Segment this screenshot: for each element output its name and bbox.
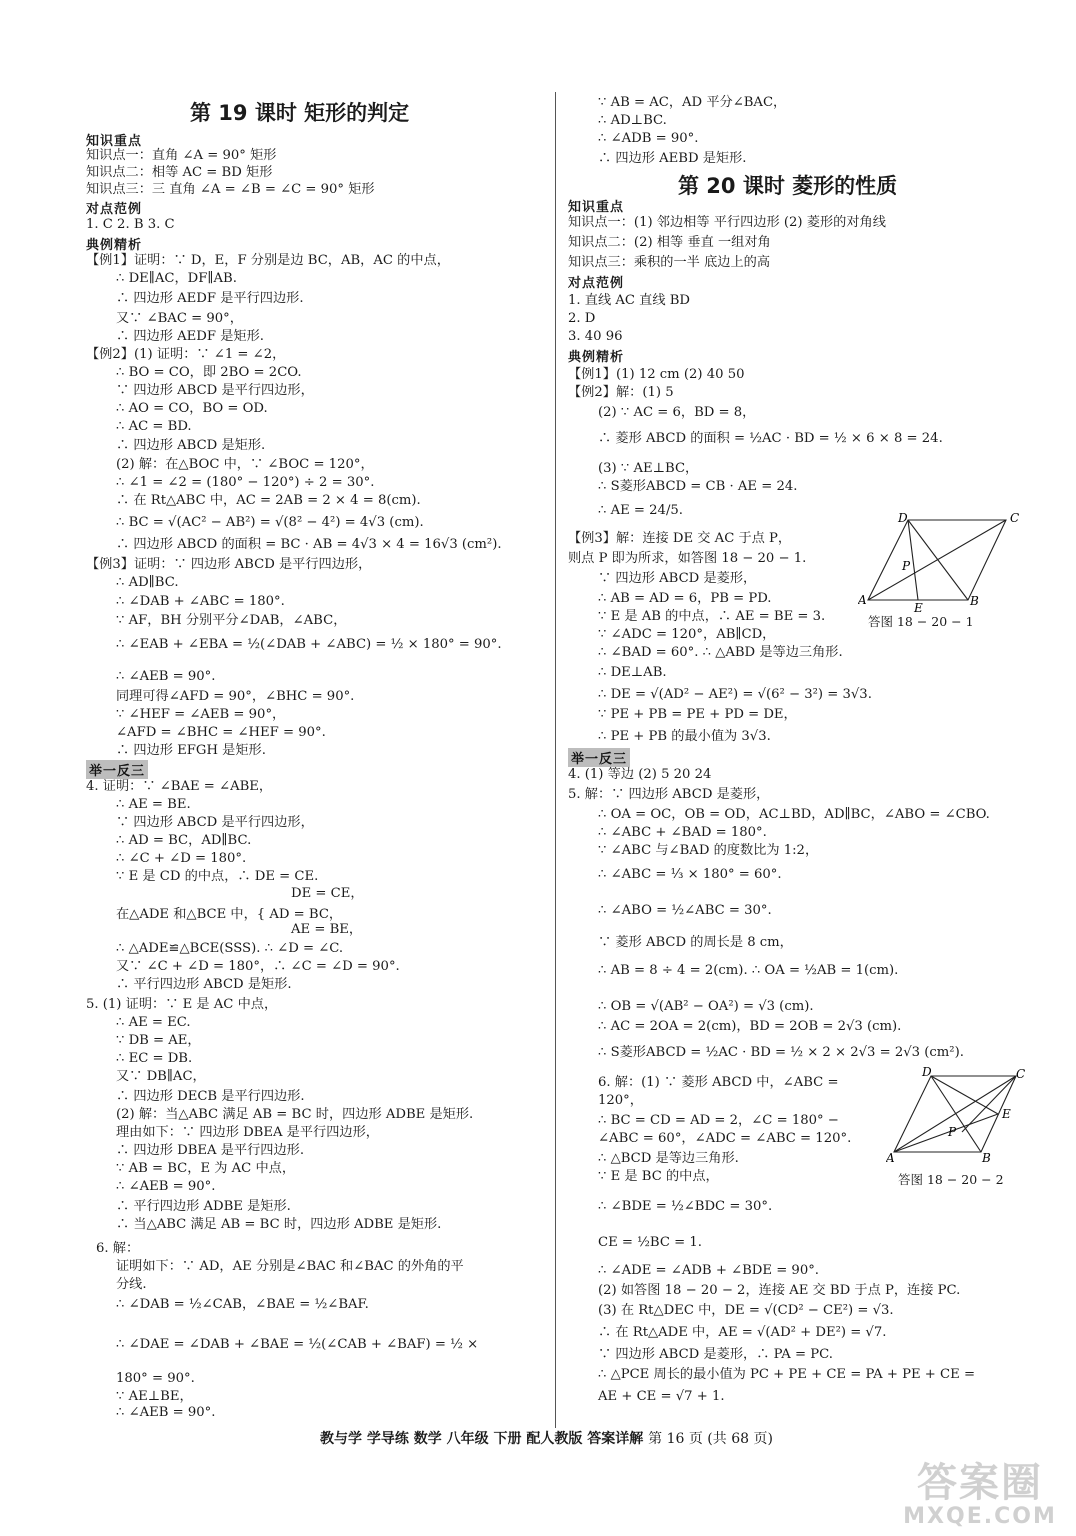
fig1-label-p: P bbox=[902, 559, 911, 573]
right-text-line: ∴ S菱形ABCD = CB · AE = 24. bbox=[598, 479, 798, 494]
lesson-title-19: 第 19 课时 矩形的判定 bbox=[190, 101, 410, 125]
fig1-label-e: E bbox=[914, 601, 923, 612]
right-text-line: ∴ △BCD 是等边三角形. bbox=[598, 1151, 739, 1166]
right-text-line: ∴ ∠ABC = ⅓ × 180° = 60°. bbox=[598, 867, 782, 882]
left-text-line: ∴ △ADE≌△BCE(SSS). ∴ ∠D = ∠C. bbox=[116, 941, 344, 956]
right-text-line: ∴ PE + PB 的最小值为 3√3. bbox=[598, 729, 771, 744]
right-text-line: 则点 P 即为所求，如答图 18 − 20 − 1. bbox=[568, 551, 807, 566]
left-text-line: 4. 证明：∵ ∠BAE = ∠ABE， bbox=[86, 779, 273, 794]
left-text-line: ∴ 四边形 ABCD 是矩形. bbox=[116, 438, 266, 453]
left-text-line: ∴ ∠AEB = 90°. bbox=[116, 1179, 216, 1194]
left-text-line: ∴ BC = √(AC² − AB²) = √(8² − 4²) = 4√3 (cm). bbox=[116, 515, 424, 530]
right-section-heading: 典例精析 bbox=[568, 350, 625, 365]
left-text-line: 又∵ DB∥AC， bbox=[116, 1069, 206, 1084]
right-text-line: ∵ E 是 AB 的中点，∴ AE = BE = 3. bbox=[598, 609, 826, 624]
footer-book-info: 教与学 学导练 数学 八年级 下册 配人教版 答案详解 bbox=[320, 1431, 644, 1447]
right-text-line: 1. 直线 AC 直线 BD bbox=[568, 293, 690, 308]
right-text-line: ∴ ∠ADB = 90°. bbox=[598, 131, 699, 146]
right-text-line: (3) 在 Rt△DEC 中，DE = √(CD² − CE²) = √3. bbox=[598, 1303, 894, 1318]
column-divider bbox=[555, 92, 556, 1428]
right-text-line: ∠ABC = 60°，∠ADC = ∠ABC = 120°. bbox=[598, 1131, 852, 1146]
left-text-line: ∵ AB = BC，E 为 AC 中点， bbox=[116, 1161, 296, 1176]
left-text-line: ∴ AC = BD. bbox=[116, 419, 192, 434]
left-text-line: ∴ 四边形 DBEA 是平行四边形. bbox=[116, 1143, 305, 1158]
left-text-line: ∴ 四边形 AEDF 是矩形. bbox=[116, 329, 264, 344]
left-text-line: ∴ 四边形 AEDF 是平行四边形. bbox=[116, 291, 304, 306]
watermark-logo bbox=[900, 1462, 1060, 1530]
left-text-line: ∴ DE∥AC，DF∥AB. bbox=[116, 271, 237, 286]
right-text-line: ∴ S菱形ABCD = ½AC · BD = ½ × 2 × 2√3 = 2√3 (cm²). bbox=[598, 1045, 964, 1060]
right-text-line: (3) ∵ AE⊥BC， bbox=[598, 461, 699, 476]
right-text-line: 【例1】(1) 12 cm (2) 40 50 bbox=[568, 367, 745, 382]
right-text-line: ∴ ∠ADE = ∠ADB + ∠BDE = 90°. bbox=[598, 1263, 820, 1278]
left-text-line: ∴ ∠1 = ∠2 = (180° − 120°) ÷ 2 = 30°. bbox=[116, 475, 375, 490]
fig1-caption: 答图 18 − 20 − 1 bbox=[868, 614, 974, 629]
fig1-label-b: B bbox=[970, 594, 979, 608]
right-text-line: ∴ AD⊥BC. bbox=[598, 113, 667, 128]
right-text-line: ∴ OA = OC，OB = OD，AC⊥BD，AD∥BC，∠ABO = ∠CBO. bbox=[598, 807, 990, 822]
right-text-line: CE = ½BC = 1. bbox=[598, 1235, 702, 1250]
right-text-line: ∴ BC = CD = AD = 2，∠C = 180° − bbox=[598, 1113, 839, 1128]
diagonal-ac bbox=[868, 520, 1006, 600]
left-text-line: 知识点一：直角 ∠A = 90° 矩形 bbox=[86, 148, 277, 163]
right-text-line: ∴ AE = 24/5. bbox=[598, 503, 683, 518]
left-section-heading: 知识重点 bbox=[86, 134, 143, 149]
left-text-line: 180° = 90°. bbox=[116, 1371, 195, 1386]
right-text-line: ∵ 菱形 ABCD 的周长是 8 cm， bbox=[598, 935, 793, 950]
right-text-line: 120°， bbox=[598, 1093, 643, 1108]
watermark-top: 答案圈 bbox=[917, 1460, 1043, 1506]
right-text-line: 4. (1) 等边 (2) 5 20 24 bbox=[568, 767, 712, 782]
right-text-line: ∴ AB = 8 ÷ 4 = 2(cm). ∴ OA = ½AB = 1(cm). bbox=[598, 963, 899, 978]
right-section-heading: 知识重点 bbox=[568, 200, 625, 215]
right-section-heading: 举一反三 bbox=[568, 748, 630, 767]
left-text-line: ∴ AD∥BC. bbox=[116, 575, 179, 590]
left-text-line: ∴ AE = EC. bbox=[116, 1015, 191, 1030]
right-text-line: 【例2】解：(1) 5 bbox=[568, 385, 674, 400]
right-text-line: ∵ 四边形 ABCD 是菱形， bbox=[598, 571, 757, 586]
right-text-line: 3. 40 96 bbox=[568, 329, 623, 344]
right-text-line: ∵ PE + PB = PE + PD = DE， bbox=[598, 707, 797, 722]
right-text-line: ∵ ∠ADC = 120°，AB∥CD， bbox=[598, 627, 776, 642]
fig2-label-a: A bbox=[886, 1151, 895, 1164]
left-text-line: ∴ ∠C + ∠D = 180°. bbox=[116, 851, 247, 866]
left-text-line: 又∵ ∠C + ∠D = 180°，∴ ∠C = ∠D = 90°. bbox=[116, 959, 400, 974]
left-text-line: ∴ BO = CO，即 2BO = 2CO. bbox=[116, 365, 302, 380]
left-text-line: ∴ ∠EAB + ∠EBA = ½(∠DAB + ∠ABC) = ½ × 180° = 90°. bbox=[116, 637, 502, 652]
right-text-line: ∴ AB = AD = 6，PB = PD. bbox=[598, 591, 772, 606]
right-text-line: 5. 解：∵ 四边形 ABCD 是菱形， bbox=[568, 787, 770, 802]
fig2-label-b: B bbox=[982, 1151, 991, 1164]
right-text-line: ∵ ∠ABC 与∠BAD 的度数比为 1:2， bbox=[598, 843, 819, 858]
right-text-line: ∴ ∠BAD = 60°. ∴ △ABD 是等边三角形. bbox=[598, 645, 843, 660]
fig2-caption: 答图 18 − 20 − 2 bbox=[898, 1172, 1004, 1187]
left-text-line: ∴ ∠DAB = ½∠CAB，∠BAE = ½∠BAF. bbox=[116, 1297, 369, 1312]
fig2-label-p: P bbox=[948, 1125, 957, 1139]
left-text-line: 证明如下：∵ AD，AE 分别是∠BAC 和∠BAC 的外角的平 bbox=[116, 1259, 464, 1274]
right-text-line: AE + CE = √7 + 1. bbox=[598, 1389, 725, 1404]
right-text-line: ∴ ∠BDE = ½∠BDC = 30°. bbox=[598, 1199, 773, 1214]
left-text-line: 1. C 2. B 3. C bbox=[86, 217, 175, 232]
left-text-line: 【例1】证明：∵ D，E，F 分别是边 BC，AB，AC 的中点， bbox=[86, 253, 450, 268]
left-text-line: ∴ 平行四边形 ABCD 是矩形. bbox=[116, 977, 292, 992]
figure-18-20-2 bbox=[886, 1066, 1026, 1164]
fig2-label-c: C bbox=[1016, 1067, 1026, 1081]
right-text-line: ∴ ∠ABC + ∠BAD = 180°. bbox=[598, 825, 767, 840]
right-text-line: ∴ DE = √(AD² − AE²) = √(6² − 3²) = 3√3. bbox=[598, 687, 872, 702]
right-text-line: 2. D bbox=[568, 311, 596, 326]
left-text-line: ∴ 四边形 ABCD 的面积 = BC · AB = 4√3 × 4 = 16√3 (cm²). bbox=[116, 537, 502, 552]
left-text-line: ∴ 平行四边形 ADBE 是矩形. bbox=[116, 1199, 291, 1214]
left-text-line: 6. 解： bbox=[96, 1241, 140, 1256]
right-text-line: 知识点二：(2) 相等 垂直 一组对角 bbox=[568, 235, 771, 250]
left-text-line: (2) 解：在△BOC 中，∵ ∠BOC = 120°， bbox=[116, 457, 374, 472]
left-text-line: ∵ 四边形 ABCD 是平行四边形， bbox=[116, 815, 314, 830]
left-text-line: 又∵ ∠BAC = 90°， bbox=[116, 311, 243, 326]
right-text-line: 6. 解：(1) ∵ 菱形 ABCD 中，∠ABC = bbox=[598, 1075, 839, 1090]
right-text-line: (2) 如答图 18 − 20 − 2，连接 AE 交 BD 于点 P，连接 PC. bbox=[598, 1283, 961, 1298]
right-text-line: ∴ DE⊥AB. bbox=[598, 665, 667, 680]
left-text-line: ∴ ∠DAE = ∠DAB + ∠BAE = ½(∠CAB + ∠BAF) = ½ × bbox=[116, 1337, 479, 1352]
right-text-line: ∵ AB = AC，AD 平分∠BAC， bbox=[598, 95, 787, 110]
left-text-line: 知识点三：三 直角 ∠A = ∠B = ∠C = 90° 矩形 bbox=[86, 182, 375, 197]
watermark-bottom: MXQE.COM bbox=[903, 1504, 1057, 1529]
left-text-line: ∵ E 是 CD 的中点，∴ DE = CE. bbox=[116, 869, 319, 884]
right-text-line: ∴ AC = 2OA = 2(cm)，BD = 2OB = 2√3 (cm). bbox=[598, 1019, 902, 1034]
right-text-line: 知识点一：(1) 邻边相等 平行四边形 (2) 菱形的对角线 bbox=[568, 215, 886, 230]
left-text-line: 【例2】(1) 证明：∵ ∠1 = ∠2， bbox=[86, 347, 286, 362]
left-text-line: ∴ EC = DB. bbox=[116, 1051, 193, 1066]
left-text-line: 同理可得∠AFD = 90°，∠BHC = 90°. bbox=[116, 689, 355, 704]
fig2-label-e: E bbox=[1002, 1107, 1011, 1121]
left-text-line: ∴ 在 Rt△ABC 中，AC = 2AB = 2 × 4 = 8(cm). bbox=[116, 493, 421, 508]
right-text-line: ∵ E 是 BC 的中点， bbox=[598, 1169, 719, 1184]
left-text-line: AE = BE， bbox=[291, 922, 363, 937]
left-text-line: 在△ADE 和△BCE 中，{ AD = BC， bbox=[116, 907, 343, 922]
left-text-line: ∴ ∠AEB = 90°. bbox=[116, 1405, 216, 1420]
right-text-line: ∴ OB = √(AB² − OA²) = √3 (cm). bbox=[598, 999, 814, 1014]
left-text-line: ∵ AE⊥BE， bbox=[116, 1389, 193, 1404]
left-text-line: ∵ AF，BH 分别平分∠DAB，∠ABC， bbox=[116, 613, 347, 628]
left-text-line: ∴ AO = CO，BO = OD. bbox=[116, 401, 268, 416]
left-text-line: ∠AFD = ∠BHC = ∠HEF = 90°. bbox=[116, 725, 326, 740]
left-section-heading: 典例精析 bbox=[86, 238, 143, 253]
left-text-line: (2) 解：当△ABC 满足 AB = BC 时，四边形 ADBE 是矩形. bbox=[116, 1107, 474, 1122]
right-section-heading: 对点范例 bbox=[568, 276, 625, 291]
fig1-label-a: A bbox=[858, 593, 867, 607]
left-text-line: ∴ 当△ABC 满足 AB = BC 时，四边形 ADBE 是矩形. bbox=[116, 1217, 442, 1232]
right-text-line: 【例3】解：连接 DE 交 AC 于点 P， bbox=[568, 531, 792, 546]
figure-18-20-1 bbox=[858, 512, 1028, 612]
left-text-line: ∴ ∠AEB = 90°. bbox=[116, 669, 216, 684]
left-text-line: ∴ AD = BC，AD∥BC. bbox=[116, 833, 252, 848]
footer-page-number: 第 16 页 (共 68 页) bbox=[648, 1431, 773, 1447]
left-section-heading: 对点范例 bbox=[86, 202, 143, 217]
left-text-line: 分线. bbox=[116, 1277, 147, 1292]
right-text-line: ∴ △PCE 周长的最小值为 PC + PE + CE = PA + PE + CE = bbox=[598, 1367, 976, 1382]
fig1-label-c: C bbox=[1010, 512, 1020, 525]
right-text-line: (2) ∵ AC = 6，BD = 8， bbox=[598, 405, 756, 420]
right-text-line: ∴ 菱形 ABCD 的面积 = ½AC · BD = ½ × 6 × 8 = 24. bbox=[598, 431, 943, 446]
left-text-line: ∵ 四边形 ABCD 是平行四边形， bbox=[116, 383, 314, 398]
left-text-line: ∴ ∠DAB + ∠ABC = 180°. bbox=[116, 594, 285, 609]
right-text-line: 知识点三：乘积的一半 底边上的高 bbox=[568, 255, 771, 270]
left-text-line: ∴ 四边形 DECB 是平行四边形. bbox=[116, 1089, 305, 1104]
left-text-line: DE = CE， bbox=[291, 886, 364, 901]
left-text-line: ∴ 四边形 EFGH 是矩形. bbox=[116, 743, 266, 758]
right-text-line: ∵ 四边形 ABCD 是菱形，∴ PA = PC. bbox=[598, 1347, 833, 1362]
page-footer bbox=[320, 1428, 773, 1448]
left-text-line: ∵ ∠HEF = ∠AEB = 90°， bbox=[116, 707, 286, 722]
right-text-line: ∴ ∠ABO = ½∠ABC = 30°. bbox=[598, 903, 772, 918]
left-text-line: 理由如下：∵ 四边形 DBEA 是平行四边形， bbox=[116, 1125, 379, 1140]
fig2-label-d: D bbox=[922, 1066, 932, 1079]
lesson-title-20: 第 20 课时 菱形的性质 bbox=[678, 174, 898, 198]
left-text-line: 知识点二：相等 AC = BD 矩形 bbox=[86, 165, 273, 180]
left-text-line: 5. (1) 证明：∵ E 是 AC 中点， bbox=[86, 997, 278, 1012]
right-text-line: ∴ 在 Rt△ADE 中，AE = √(AD² + DE²) = √7. bbox=[598, 1325, 887, 1340]
right-text-line: ∴ 四边形 AEBD 是矩形. bbox=[598, 151, 747, 166]
left-section-heading: 举一反三 bbox=[86, 760, 148, 779]
left-text-line: 【例3】证明：∵ 四边形 ABCD 是平行四边形， bbox=[86, 557, 372, 572]
fig1-label-d: D bbox=[898, 512, 908, 525]
left-text-line: ∵ DB = AE， bbox=[116, 1033, 201, 1048]
left-text-line: ∴ AE = BE. bbox=[116, 797, 191, 812]
